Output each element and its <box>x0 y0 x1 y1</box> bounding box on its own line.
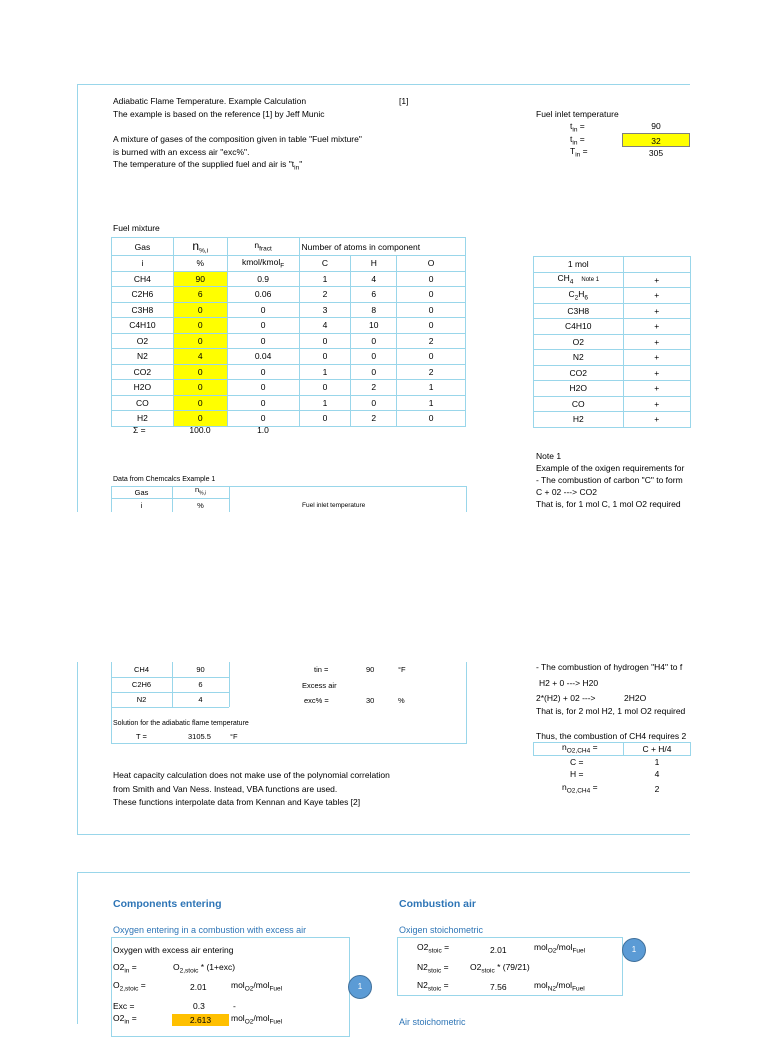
chemcalcs-excess-label: Excess air <box>302 681 337 690</box>
cell-gas: N2 <box>112 349 174 365</box>
cell-pct[interactable]: 0 <box>173 318 227 334</box>
cell-o: 0 <box>397 302 466 318</box>
cell-h: 4 <box>351 271 397 287</box>
fuel-inlet-value-0: 90 <box>651 121 661 131</box>
heat-capacity-l3: These functions interpolate data from Kennan and Kaye tables [2] <box>113 797 361 807</box>
chemcalcs-title: Data from Chemcalcs Example 1 <box>113 476 216 483</box>
chemcalcs-hdr-pct: % <box>197 501 204 510</box>
components-r3-label: Exc = <box>113 1001 135 1011</box>
cell-h: 2 <box>351 411 397 427</box>
chemcalcs-hdr-gas: Gas <box>134 488 149 497</box>
page-bottom-border <box>77 834 690 835</box>
mol-op: + <box>623 396 690 412</box>
hdr-i: i <box>112 256 174 272</box>
mol-gas: $C_2H_6$ <box>534 288 624 304</box>
chemcalcs-solution-label: Solution for the adiabatic flame temperature <box>113 720 249 727</box>
cell-fract: 0.06 <box>227 287 299 303</box>
note1-n-formula: C + H/4 <box>642 744 672 754</box>
cell-fract: 0 <box>227 318 299 334</box>
mol-op: + <box>623 412 690 428</box>
cell-h: 0 <box>351 349 397 365</box>
table-row <box>112 411 466 427</box>
cell-c: 0 <box>299 349 351 365</box>
table-row <box>112 318 466 334</box>
cell-o: 1 <box>397 380 466 396</box>
combustion-air-title: Combustion air <box>399 898 477 910</box>
cell-o: 2 <box>397 364 466 380</box>
cell-pct[interactable]: 6 <box>173 287 227 303</box>
fuel-mixture-table <box>111 237 466 427</box>
cell-fract: 0 <box>227 333 299 349</box>
components-r2-val: 2.01 <box>190 982 207 992</box>
chemcalcs-exc-label: exc% = <box>304 696 329 705</box>
mol-table <box>533 256 691 428</box>
chemcalcs-right-lower <box>466 662 467 744</box>
cell-c: 0 <box>299 333 351 349</box>
components-r4-unit: mol$_{O2}$/mol$_{Fuel}$ <box>231 1013 283 1026</box>
note1-n-val: 2 <box>654 784 660 794</box>
hdr-pct: % <box>173 256 227 272</box>
cell-fract: 0 <box>227 395 299 411</box>
table-row <box>112 271 466 287</box>
cell-c: 1 <box>299 395 351 411</box>
mol-gas: C4H10 <box>534 319 624 335</box>
components-r2-unit: mol$_{O2}$/mol$_{Fuel}$ <box>231 980 283 993</box>
combustion-air-r3-label: $N2_{stoic}$ = <box>417 980 449 993</box>
table-row <box>534 412 691 428</box>
cell-gas: C2H6 <box>112 287 174 303</box>
cell-fract: 0 <box>227 364 299 380</box>
components-badge[interactable]: 1 <box>348 975 372 999</box>
page-left-border-3 <box>77 872 78 1024</box>
combustion-air-r2-formula: $O2_{stoic} * (79/21)$ <box>470 962 530 975</box>
cell-h: 0 <box>351 364 397 380</box>
chemcalcs-row-gas-2: N2 <box>136 695 147 704</box>
cell-gas: O2 <box>112 333 174 349</box>
components-r3-unit: - <box>233 1001 236 1011</box>
fuel-inlet-title: Fuel inlet temperature <box>536 109 619 119</box>
chemcalcs-T-val: 3105.5 <box>188 732 211 741</box>
cell-pct[interactable]: 0 <box>173 395 227 411</box>
cell-c: 0 <box>299 380 351 396</box>
chemcalcs-row-gas-0: CH4 <box>133 665 149 674</box>
note1-l1: Example of the oxigen requirements for <box>536 463 685 473</box>
fuel-inlet-label-1: $t_{in}$ = <box>570 134 585 147</box>
sum-fract: 1.0 <box>257 425 269 435</box>
chemcalcs-hdr-line <box>111 498 229 499</box>
hdr-nfract: $n_{fract}$ <box>227 238 299 256</box>
mol-gas: CO <box>534 396 624 412</box>
doc-title: Adiabatic Flame Temperature. Example Calculation <box>113 96 307 106</box>
components-r1-formula: $O_{2,stoic} * (1+exc)$ <box>173 962 236 975</box>
combustion-air-r1-unit: mol$_{O2}$/mol$_{Fuel}$ <box>534 942 586 955</box>
cell-fract: 0 <box>227 411 299 427</box>
mol-op: + <box>623 303 690 319</box>
chemcalcs-col2 <box>229 486 230 512</box>
cell-c: 4 <box>299 318 351 334</box>
cell-h: 8 <box>351 302 397 318</box>
combustion-air-r1-label: $O2_{stoic}$ = <box>417 942 450 955</box>
cell-o: 1 <box>397 395 466 411</box>
hdr-h: H <box>351 256 397 272</box>
chemcalcs-T-unit: °F <box>230 732 238 741</box>
components-box-title: Oxygen with excess air entering <box>113 945 234 955</box>
mol-op: + <box>623 272 690 288</box>
hdr-c: C <box>299 256 351 272</box>
note1-l6: H2 + 0 ---> H20 <box>539 678 599 688</box>
note1-n-label: $n_{O2,CH4}$ = <box>562 742 598 755</box>
mol-op: + <box>623 365 690 381</box>
components-r2-label: $O_{2,stoic}$ = <box>113 980 146 993</box>
cell-h: 2 <box>351 380 397 396</box>
sum-pct: 100.0 <box>189 425 211 435</box>
cell-h: 6 <box>351 287 397 303</box>
table-row <box>534 334 691 350</box>
note1-h-val: 4 <box>654 769 660 779</box>
components-title: Components entering <box>113 898 222 910</box>
table-row <box>534 396 691 412</box>
hdr-n: $n_{\%,i}$ <box>173 238 227 256</box>
note1-l8: That is, for 2 mol H2, 1 mol O2 required <box>536 706 686 716</box>
table-row <box>534 365 691 381</box>
page-left-border <box>77 84 78 512</box>
fuel-inlet-value-2: 305 <box>648 148 664 158</box>
cell-pct[interactable]: 4 <box>173 349 227 365</box>
note1-l3: C + 02 ---> CO2 <box>536 487 597 497</box>
cell-gas: C3H8 <box>112 302 174 318</box>
mol-gas: O2 <box>534 334 624 350</box>
fuel-mixture-title: Fuel mixture <box>113 223 160 233</box>
table-row <box>112 364 466 380</box>
combustion-air-subtitle: Oxigen stoichometric <box>399 925 484 935</box>
table-row <box>534 288 691 304</box>
chemcalcs-col2-lower <box>229 662 230 707</box>
hdr-kmol: kmol/kmol$_F$ <box>227 256 299 272</box>
table-row <box>534 350 691 366</box>
note1-l2: - The combustion of carbon "C" to form <box>536 475 683 485</box>
components-r4-label: $O2_{in}$ = <box>113 1013 137 1026</box>
combustion-air-r3-val: 7.56 <box>490 982 507 992</box>
heat-capacity-l1: Heat capacity calculation does not make use of the polynomial correlation <box>113 770 390 780</box>
table-row <box>112 349 466 365</box>
doc-line2: The example is based on the reference [1] by Jeff Munic <box>113 109 325 119</box>
mol-table-hdr: 1 mol <box>534 257 624 273</box>
table-row <box>534 303 691 319</box>
table-row <box>112 302 466 318</box>
chemcalcs-tin-val: 90 <box>366 665 375 674</box>
cell-o: 2 <box>397 333 466 349</box>
doc-title-ref: [1] <box>399 96 409 106</box>
cell-c: 1 <box>299 271 351 287</box>
chemcalcs-bottom <box>111 743 467 744</box>
note1-title: Note 1 <box>536 451 562 461</box>
components-r3-val: 0.3 <box>193 1001 205 1011</box>
note1-l7b: 2H2O <box>624 693 647 703</box>
combustion-air-r2-label: $N2_{stoic}$ = <box>417 962 449 975</box>
note1-c-label: C = <box>570 757 584 767</box>
table-row <box>534 381 691 397</box>
mol-op: + <box>623 319 690 335</box>
mol-gas: C3H8 <box>534 303 624 319</box>
note1-l9: Thus, the combustion of CH4 requires 2 <box>536 731 687 741</box>
table-row <box>534 272 691 288</box>
cell-gas: C4H10 <box>112 318 174 334</box>
cell-c: 0 <box>299 411 351 427</box>
cell-c: 2 <box>299 287 351 303</box>
cell-pct[interactable]: 0 <box>173 302 227 318</box>
mol-op: + <box>623 288 690 304</box>
chemcalcs-row-gas-1: C2H6 <box>131 680 152 689</box>
chemcalcs-row-line-2 <box>111 692 229 693</box>
components-r1-label: $O2_{in}$ = <box>113 962 137 975</box>
page-left-border-2 <box>77 662 78 834</box>
cell-o: 0 <box>397 318 466 334</box>
cell-gas: H2O <box>112 380 174 396</box>
cell-fract: 0 <box>227 302 299 318</box>
cell-c: 3 <box>299 302 351 318</box>
chemcalcs-row-val-0: 90 <box>196 665 205 674</box>
note1-l7: 2*(H2) + 02 ---> <box>536 693 596 703</box>
combustion-air-r1-val: 2.01 <box>490 945 507 955</box>
cell-h: 0 <box>351 333 397 349</box>
cell-pct[interactable]: 0 <box>173 364 227 380</box>
hdr-gas: Gas <box>112 238 174 256</box>
page-top-border <box>77 84 690 85</box>
mol-gas: H2O <box>534 381 624 397</box>
chemcalcs-tin-label: tin = <box>314 665 329 674</box>
chemcalcs-row-line-1 <box>111 677 229 678</box>
fuel-inlet-value-1[interactable]: 32 <box>622 133 690 147</box>
cell-h: 10 <box>351 318 397 334</box>
chemcalcs-exc-val: 30 <box>366 696 375 705</box>
chemcalcs-tin-unit: °F <box>398 665 406 674</box>
heat-capacity-l2: from Smith and Van Ness. Instead, VBA functions are used. <box>113 784 338 794</box>
doc-line3: A mixture of gases of the composition given in table "Fuel mixture" <box>113 134 362 144</box>
components-r4-val: 2.613 <box>172 1014 229 1026</box>
cell-o: 0 <box>397 271 466 287</box>
chemcalcs-row-line-3 <box>111 707 229 708</box>
cell-pct[interactable]: 0 <box>173 380 227 396</box>
note1-c-val: 1 <box>654 757 660 767</box>
chemcalcs-hdr-i: i <box>140 501 143 510</box>
cell-gas: H2 <box>112 411 174 427</box>
chemcalcs-fuel-inlet: Fuel inlet temperature <box>302 502 366 509</box>
cell-pct[interactable]: 90 <box>173 271 227 287</box>
fuel-inlet-label-0: $t_{in}$ = <box>570 121 585 134</box>
mol-gas: CO2 <box>534 365 624 381</box>
cell-fract: 0 <box>227 380 299 396</box>
table-row <box>534 319 691 335</box>
cell-o: 0 <box>397 411 466 427</box>
note1-h-label: H = <box>570 769 584 779</box>
cell-o: 0 <box>397 349 466 365</box>
mol-op: + <box>623 350 690 366</box>
chemcalcs-T-label: T = <box>136 732 147 741</box>
cell-pct[interactable]: 0 <box>173 411 227 427</box>
cell-gas: CO <box>112 395 174 411</box>
page-top-border-3 <box>77 872 690 873</box>
mol-gas: N2 <box>534 350 624 366</box>
cell-fract: 0.9 <box>227 271 299 287</box>
combustion-air-stoic-label: Air stoichometric <box>399 1017 466 1027</box>
mol-op: + <box>623 334 690 350</box>
sum-label: Σ = <box>133 425 146 435</box>
mol-op: + <box>623 381 690 397</box>
combustion-air-badge[interactable]: 1 <box>622 938 646 962</box>
note1-l5: - The combustion of hydrogen "H4" to f <box>536 662 683 672</box>
mol-gas: H2 <box>534 412 624 428</box>
table-row <box>112 287 466 303</box>
note1-n-label-2: $n_{O2,CH4}$ = <box>562 782 598 795</box>
hdr-atoms: Number of atoms in component <box>299 238 465 256</box>
cell-pct[interactable]: 0 <box>173 333 227 349</box>
cell-gas: CO2 <box>112 364 174 380</box>
table-row <box>112 380 466 396</box>
chemcalcs-hdr-n: $n_{\%,i}$ <box>194 485 207 497</box>
cell-h: 0 <box>351 395 397 411</box>
note1-l4: That is, for 1 mol C, 1 mol O2 required <box>536 499 681 509</box>
components-subtitle: Oxygen entering in a combustion with excess air <box>113 925 307 935</box>
table-row <box>112 333 466 349</box>
hdr-o: O <box>397 256 466 272</box>
table-row <box>112 395 466 411</box>
chemcalcs-exc-unit: % <box>398 696 405 705</box>
cell-gas: CH4 <box>112 271 174 287</box>
doc-line4: is burned with an excess air "exc%". <box>113 147 250 157</box>
fuel-inlet-label-2: $T_{in}$ = <box>570 146 588 159</box>
cell-c: 1 <box>299 364 351 380</box>
chemcalcs-row-val-2: 4 <box>198 695 203 704</box>
chemcalcs-row-val-1: 6 <box>198 680 203 689</box>
cell-fract: 0.04 <box>227 349 299 365</box>
combustion-air-r3-unit: mol$_{N2}$/mol$_{Fuel}$ <box>534 980 585 993</box>
cell-o: 0 <box>397 287 466 303</box>
mol-gas: $CH_4$ Note 1 <box>534 272 624 288</box>
doc-line5: The temperature of the supplied fuel and air is "$t_{in}$" <box>113 159 303 172</box>
